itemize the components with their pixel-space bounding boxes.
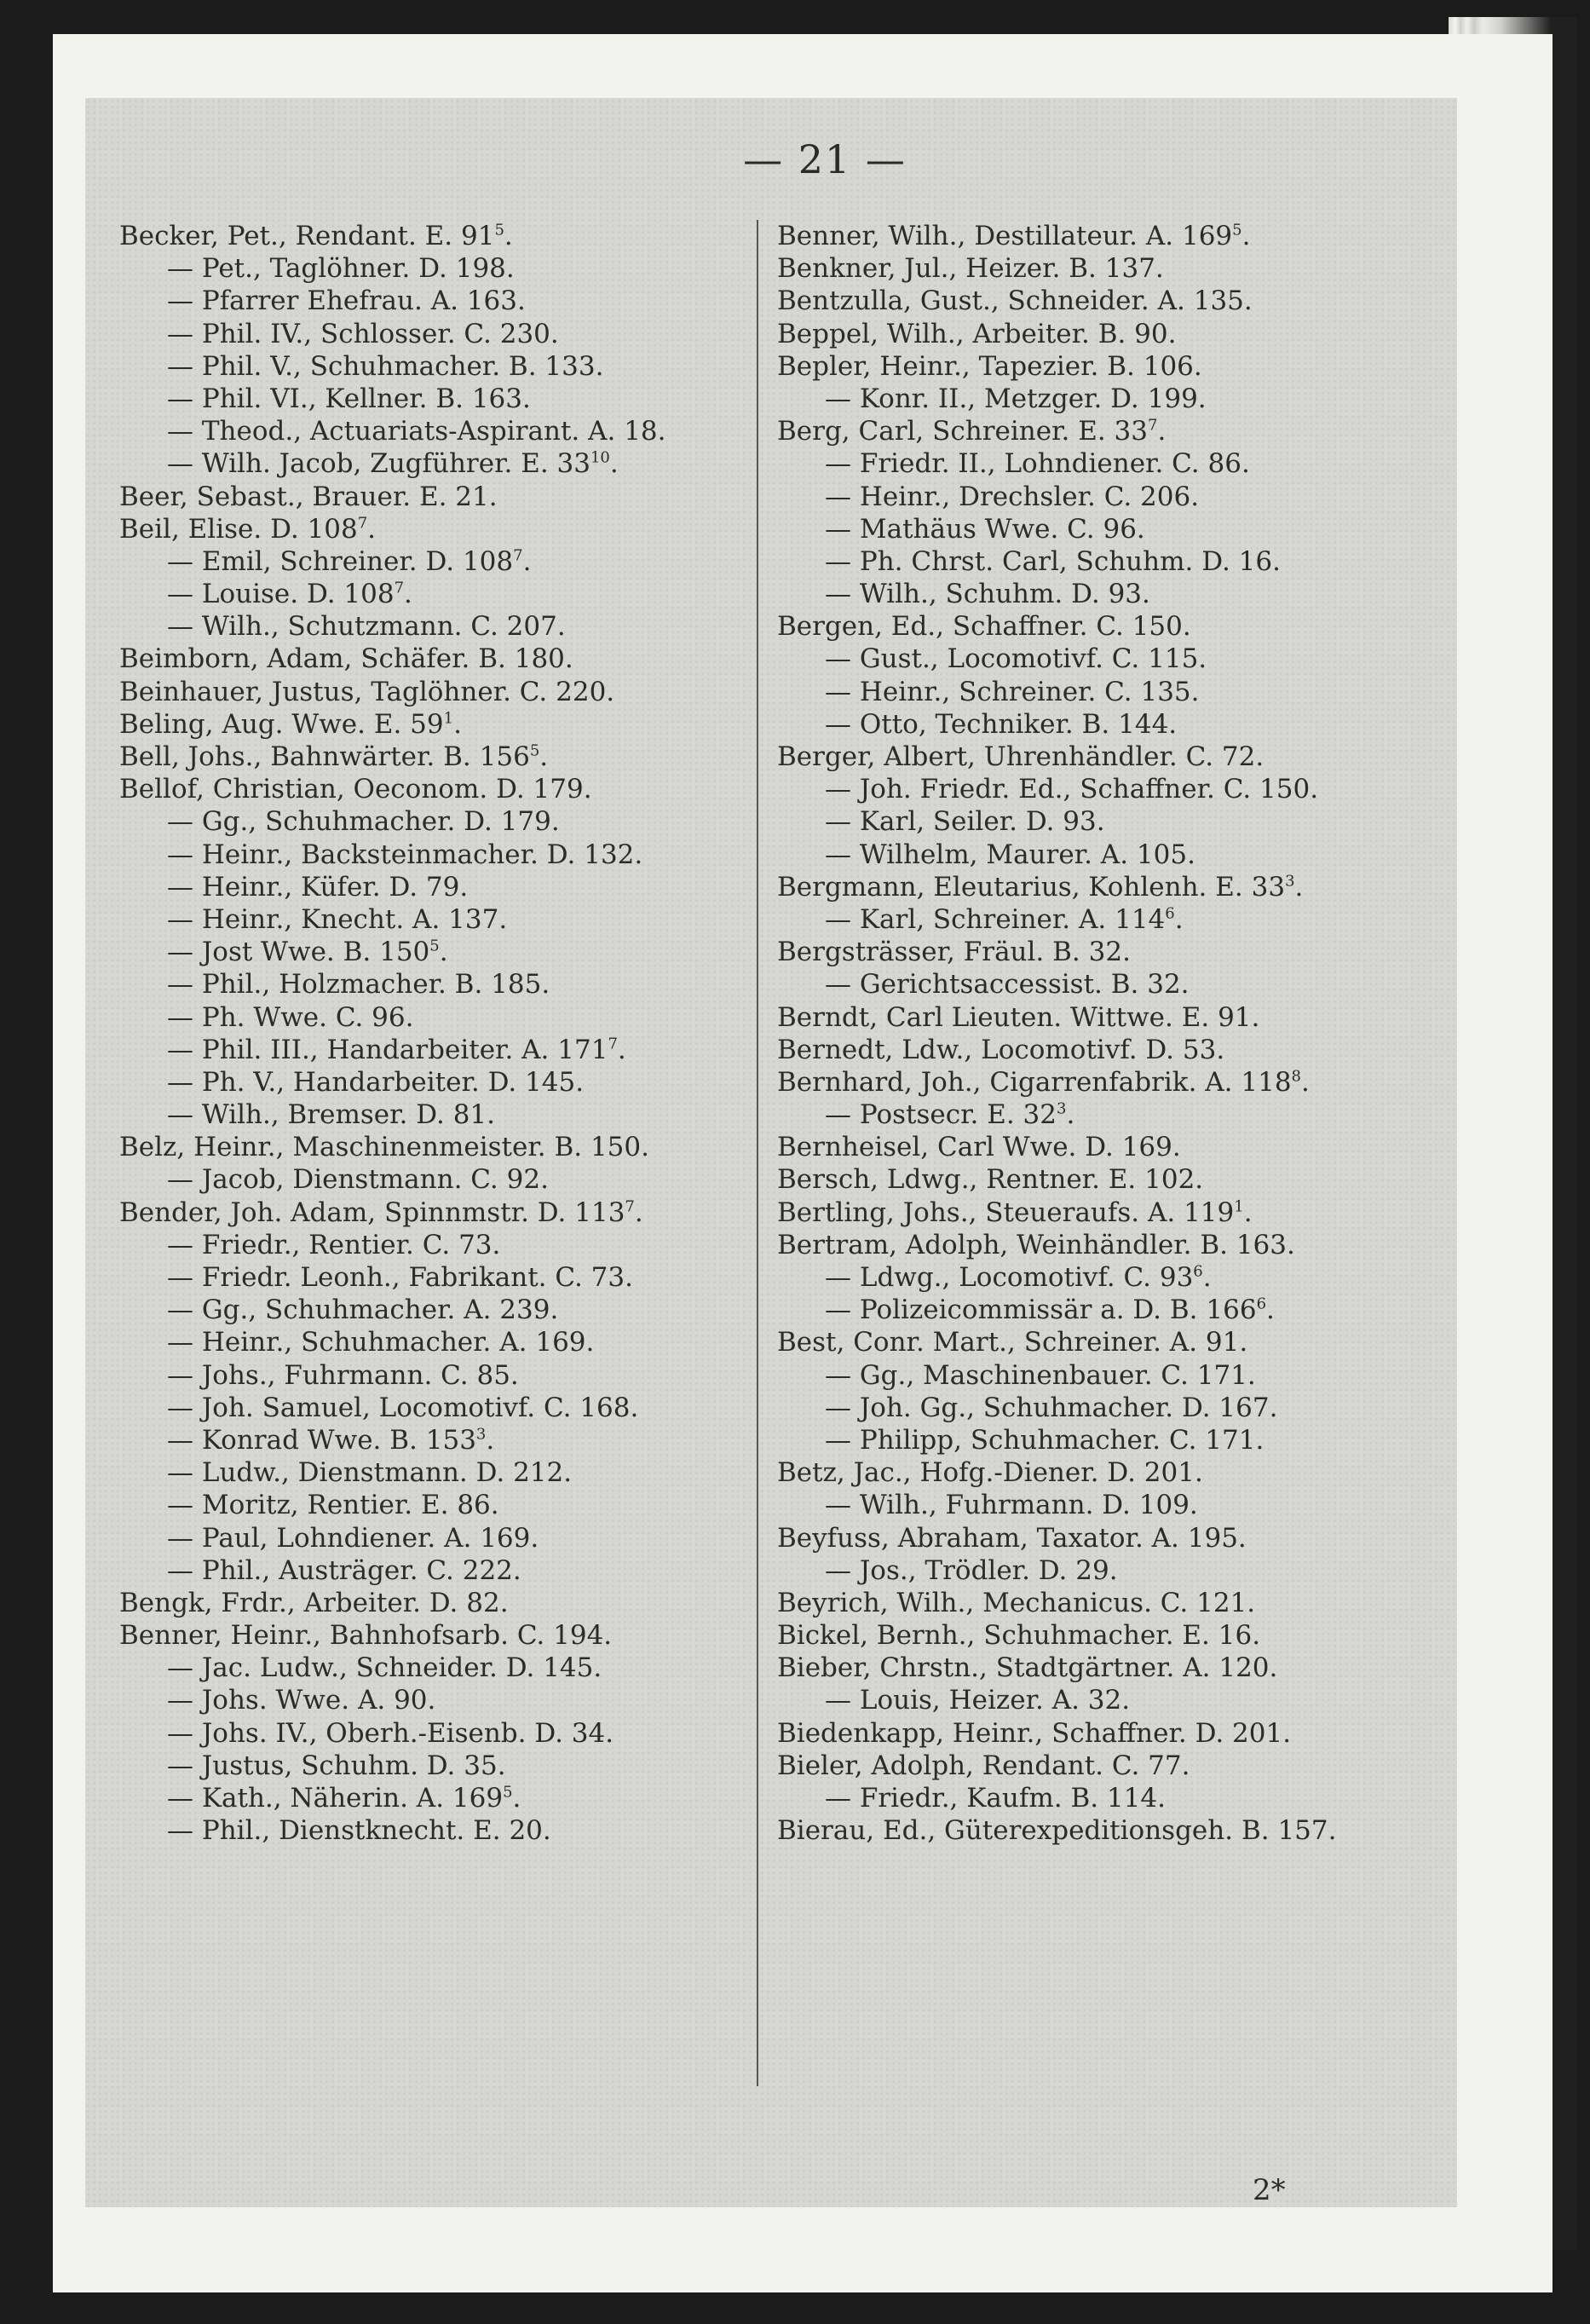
directory-entry — [119, 1261, 775, 1294]
entry-text: — Gg., Schuhmacher. A. 239. — [167, 1295, 559, 1326]
entry-text: Betz, Jac., Hofg.-Diener. D. 201. — [777, 1457, 1203, 1489]
entry-text: — Heinr., Schuhmacher. A. 169. — [167, 1327, 595, 1358]
column-divider — [757, 220, 758, 2086]
directory-entry — [777, 1554, 1442, 1587]
entry-text: Bieler, Adolph, Rendant. C. 77. — [777, 1750, 1190, 1781]
directory-entry — [777, 1587, 1442, 1619]
entry-text: Benkner, Jul., Heizer. B. 137. — [777, 253, 1164, 285]
entry-text: — Gg., Maschinenbauer. C. 171. — [825, 1359, 1256, 1391]
entry-superscript: 10 — [590, 448, 610, 467]
entry-text: Beer, Sebast., Brauer. E. 21. — [119, 481, 498, 512]
entry-text: Bengk, Frdr., Arbeiter. D. 82. — [119, 1587, 509, 1618]
directory-entry — [777, 1294, 1442, 1326]
entry-text: — Johs. Wwe. A. 90. — [167, 1685, 436, 1716]
entry-text: — Polizeicommissär a. D. B. 166 — [825, 1295, 1257, 1326]
directory-entry — [119, 545, 775, 578]
entry-end: . — [367, 513, 377, 545]
directory-entry — [777, 610, 1442, 643]
entry-end: . — [1294, 871, 1304, 902]
entry-end: . — [1157, 416, 1167, 447]
entry-text: Beyrich, Wilh., Mechanicus. C. 121. — [777, 1587, 1256, 1618]
entry-end: . — [486, 1424, 495, 1456]
directory-entry — [119, 1131, 775, 1163]
directory-entry — [119, 513, 775, 545]
entry-text: Bentzulla, Gust., Schneider. A. 135. — [777, 285, 1253, 317]
entry-text: — Heinr., Schreiner. C. 135. — [825, 676, 1200, 707]
directory-entry — [777, 1750, 1442, 1782]
directory-entry — [119, 1619, 775, 1652]
directory-entry — [119, 1587, 775, 1619]
entry-text: Best, Conr. Mart., Schreiner. A. 91. — [777, 1327, 1248, 1358]
directory-entry — [777, 1001, 1442, 1034]
entry-end: . — [634, 1197, 643, 1228]
directory-entry — [777, 1522, 1442, 1554]
directory-entry — [119, 1456, 775, 1489]
entry-end: . — [522, 545, 532, 577]
entry-text: — Gust., Locomotivf. C. 115. — [825, 643, 1207, 675]
entry-text: — Phil. VI., Kellner. B. 163. — [167, 383, 531, 414]
directory-entry — [777, 1099, 1442, 1131]
directory-entry — [119, 643, 775, 675]
entry-text: — Gerichtsaccessist. B. 32. — [825, 969, 1190, 1001]
directory-entry — [777, 1359, 1442, 1392]
entry-text: — Joh. Gg., Schuhmacher. D. 167. — [825, 1392, 1278, 1423]
directory-entry — [777, 350, 1442, 383]
directory-entry — [119, 741, 775, 773]
directory-column-left — [119, 220, 775, 1847]
directory-entry — [119, 220, 775, 252]
entry-text: — Ph. V., Handarbeiter. D. 145. — [167, 1066, 585, 1098]
directory-entry — [777, 513, 1442, 545]
directory-entry — [777, 1456, 1442, 1489]
entry-text: — Moritz, Rentier. E. 86. — [167, 1490, 499, 1521]
entry-text: Bellof, Christian, Oeconom. D. 179. — [119, 774, 592, 805]
entry-text: — Johs., Fuhrmann. C. 85. — [167, 1359, 519, 1391]
entry-text: Bepler, Heinr., Tapezier. B. 106. — [777, 350, 1202, 382]
directory-entry — [777, 1619, 1442, 1652]
entry-text: — Wilh., Schuhm. D. 93. — [825, 579, 1150, 610]
entry-text: — Ph. Chrst. Carl, Schuhm. D. 16. — [825, 545, 1281, 577]
directory-entry — [777, 1424, 1442, 1456]
entry-text: — Wilh. Jacob, Zugführer. E. 33 — [167, 448, 590, 480]
entry-text: Bertram, Adolph, Weinhändler. B. 163. — [777, 1229, 1295, 1260]
entry-text: — Kath., Näherin. A. 169 — [167, 1783, 504, 1814]
directory-entry — [119, 318, 775, 350]
directory-entry — [119, 839, 775, 871]
directory-entry — [119, 936, 775, 968]
directory-entry — [777, 383, 1442, 415]
entry-superscript: 7 — [394, 579, 405, 597]
entry-text: — Karl, Seiler. D. 93. — [825, 806, 1105, 838]
directory-entry — [119, 1717, 775, 1750]
directory-entry — [777, 871, 1442, 903]
entry-text: — Otto, Techniker. B. 144. — [825, 708, 1178, 740]
entry-superscript: 5 — [429, 937, 440, 955]
directory-entry — [119, 708, 775, 741]
entry-superscript: 7 — [513, 546, 523, 565]
directory-entry — [119, 1782, 775, 1814]
directory-entry — [119, 610, 775, 643]
entry-superscript: 5 — [529, 741, 540, 760]
entry-superscript: 1 — [443, 709, 454, 728]
entry-text: — Joh. Samuel, Locomotivf. C. 168. — [167, 1392, 639, 1423]
directory-entry — [777, 936, 1442, 968]
directory-entry — [777, 318, 1442, 350]
directory-entry — [777, 1489, 1442, 1521]
entry-superscript: 6 — [1193, 1262, 1203, 1281]
entry-superscript: 8 — [1291, 1067, 1301, 1086]
entry-superscript: 7 — [357, 514, 368, 533]
entry-end: . — [504, 221, 513, 251]
directory-entry — [119, 383, 775, 415]
entry-superscript: 5 — [1232, 221, 1242, 239]
directory-entry — [777, 1652, 1442, 1684]
page-number: — 21 — — [743, 136, 907, 182]
directory-entry — [119, 805, 775, 838]
directory-entry — [777, 578, 1442, 610]
entry-text: Becker, Pet., Rendant. E. 91 — [119, 221, 495, 251]
entry-text: — Ludw., Dienstmann. D. 212. — [167, 1457, 573, 1489]
directory-entry — [777, 1066, 1442, 1099]
directory-entry — [777, 741, 1442, 773]
directory-entry — [777, 1684, 1442, 1716]
entry-end: . — [512, 1783, 521, 1814]
entry-text: — Friedr. II., Lohndiener. C. 86. — [825, 448, 1250, 480]
entry-text: Bickel, Bernh., Schuhmacher. E. 16. — [777, 1620, 1261, 1652]
directory-entry — [119, 578, 775, 610]
entry-text: — Jac. Ludw., Schneider. D. 145. — [167, 1652, 602, 1684]
entry-text: Bertling, Johs., Steueraufs. A. 119 — [777, 1197, 1235, 1228]
directory-entry — [119, 1522, 775, 1554]
directory-entry — [777, 1814, 1442, 1847]
directory-entry — [119, 1197, 775, 1229]
entry-text: — Friedr., Kaufm. B. 114. — [825, 1783, 1166, 1814]
entry-superscript: 5 — [494, 221, 504, 239]
entry-text: — Heinr., Küfer. D. 79. — [167, 871, 469, 902]
directory-column-right — [777, 220, 1442, 1847]
entry-text: — Emil, Schreiner. D. 108 — [167, 545, 514, 577]
entry-text: — Heinr., Backsteinmacher. D. 132. — [167, 839, 643, 870]
entry-text: — Joh. Friedr. Ed., Schaffner. C. 150. — [825, 774, 1319, 805]
directory-entry — [119, 968, 775, 1001]
directory-entry — [119, 1034, 775, 1066]
directory-entry — [119, 415, 775, 447]
directory-entry — [777, 415, 1442, 447]
entry-end: . — [1202, 1262, 1212, 1293]
directory-entry — [777, 220, 1442, 252]
entry-superscript: 3 — [1057, 1099, 1067, 1118]
directory-entry — [777, 676, 1442, 708]
entry-text: Beimborn, Adam, Schäfer. B. 180. — [119, 643, 573, 675]
signature-mark: 2* — [1253, 2173, 1286, 2207]
entry-end: . — [1243, 1197, 1253, 1228]
directory-entry — [119, 1294, 775, 1326]
entry-text: — Phil. IV., Schlosser. C. 230. — [167, 318, 559, 349]
entry-text: Bernheisel, Carl Wwe. D. 169. — [777, 1132, 1181, 1163]
entry-end: . — [1241, 221, 1251, 251]
directory-entry — [119, 1750, 775, 1782]
directory-entry — [119, 773, 775, 805]
entry-text: Benner, Wilh., Destillateur. A. 169 — [777, 221, 1233, 251]
entry-text: — Friedr., Rentier. C. 73. — [167, 1229, 501, 1260]
entry-text: — Jost Wwe. B. 150 — [167, 937, 430, 968]
entry-text: — Phil. V., Schuhmacher. B. 133. — [167, 350, 604, 382]
entry-text: Bersch, Ldwg., Rentner. E. 102. — [777, 1164, 1204, 1196]
directory-entry — [777, 643, 1442, 675]
directory-entry — [119, 1163, 775, 1196]
directory-entry — [777, 1782, 1442, 1814]
entry-text: — Louise. D. 108 — [167, 579, 395, 610]
directory-entry — [777, 1131, 1442, 1163]
entry-end: . — [617, 1034, 626, 1065]
entry-text: — Konrad Wwe. B. 153 — [167, 1424, 476, 1456]
entry-text: — Pet., Taglöhner. D. 198. — [167, 253, 515, 285]
directory-entry — [119, 1001, 775, 1034]
entry-text: — Friedr. Leonh., Fabrikant. C. 73. — [167, 1262, 633, 1293]
entry-superscript: 6 — [1165, 904, 1175, 923]
entry-text: — Louis, Heizer. A. 32. — [825, 1685, 1131, 1716]
entry-text: — Postsecr. E. 32 — [825, 1099, 1057, 1131]
entry-text: — Justus, Schuhm. D. 35. — [167, 1750, 506, 1781]
directory-entry — [119, 350, 775, 383]
entry-text: — Gg., Schuhmacher. D. 179. — [167, 806, 560, 838]
directory-entry — [777, 545, 1442, 578]
entry-end: . — [404, 579, 412, 610]
entry-text: Bergsträsser, Fräul. B. 32. — [777, 937, 1131, 968]
entry-text: Bender, Joh. Adam, Spinnmstr. D. 113 — [119, 1197, 625, 1228]
entry-text: Berg, Carl, Schreiner. E. 33 — [777, 416, 1148, 447]
directory-entry — [777, 839, 1442, 871]
directory-entry — [777, 1392, 1442, 1424]
directory-entry — [777, 968, 1442, 1001]
entry-text: — Pfarrer Ehefrau. A. 163. — [167, 285, 526, 317]
directory-entry — [119, 1554, 775, 1587]
directory-entry — [119, 903, 775, 936]
entry-end: . — [1301, 1066, 1310, 1098]
directory-entry — [119, 1229, 775, 1261]
entry-text: — Ldwg., Locomotivf. C. 93 — [825, 1262, 1194, 1293]
entry-text: — Paul, Lohndiener. A. 169. — [167, 1522, 539, 1554]
directory-entry — [119, 1066, 775, 1099]
directory-entry — [777, 1229, 1442, 1261]
entry-text: Bernhard, Joh., Cigarrenfabrik. A. 118 — [777, 1066, 1292, 1098]
entry-text: — Johs. IV., Oberh.-Eisenb. D. 34. — [167, 1717, 614, 1749]
entry-superscript: 3 — [1285, 872, 1295, 891]
entry-text: — Mathäus Wwe. C. 96. — [825, 513, 1145, 545]
directory-entry — [777, 1261, 1442, 1294]
entry-end: . — [609, 448, 619, 480]
entry-text: — Heinr., Drechsler. C. 206. — [825, 481, 1200, 512]
directory-entry — [119, 481, 775, 513]
directory-entry — [777, 903, 1442, 936]
directory-entry — [777, 481, 1442, 513]
directory-entry — [119, 252, 775, 285]
entry-text: — Konr. II., Metzger. D. 199. — [825, 383, 1207, 414]
entry-text: — Phil. III., Handarbeiter. A. 171 — [167, 1034, 608, 1065]
entry-text: — Heinr., Knecht. A. 137. — [167, 903, 508, 935]
entry-text: — Ph. Wwe. C. 96. — [167, 1001, 414, 1033]
entry-text: Beyfuss, Abraham, Taxator. A. 195. — [777, 1522, 1247, 1554]
entry-superscript: 7 — [1148, 416, 1158, 435]
directory-entry — [119, 1392, 775, 1424]
directory-entry — [777, 1197, 1442, 1229]
entry-end: . — [1066, 1099, 1075, 1131]
entry-text: — Phil., Austräger. C. 222. — [167, 1554, 521, 1586]
directory-entry — [777, 1326, 1442, 1358]
entry-text: — Phil., Dienstknecht. E. 20. — [167, 1815, 551, 1847]
entry-text: — Wilh., Bremser. D. 81. — [167, 1099, 496, 1131]
entry-superscript: 7 — [625, 1197, 635, 1216]
directory-entry — [777, 773, 1442, 805]
entry-superscript: 6 — [1256, 1295, 1267, 1313]
entry-text: — Karl, Schreiner. A. 114 — [825, 903, 1166, 935]
directory-entry — [119, 1489, 775, 1521]
entry-text: — Wilhelm, Maurer. A. 105. — [825, 839, 1195, 870]
entry-superscript: 5 — [503, 1783, 513, 1802]
directory-entry — [119, 871, 775, 903]
directory-entry — [119, 285, 775, 317]
entry-end: . — [453, 708, 462, 740]
entry-text: — Phil., Holzmacher. B. 185. — [167, 969, 550, 1001]
directory-entry — [119, 1424, 775, 1456]
entry-text: — Jacob, Dienstmann. C. 92. — [167, 1164, 549, 1196]
directory-entry — [777, 1034, 1442, 1066]
directory-entry — [119, 1652, 775, 1684]
entry-text: Beil, Elise. D. 108 — [119, 513, 358, 545]
directory-entry — [119, 1099, 775, 1131]
entry-text: Biedenkapp, Heinr., Schaffner. D. 201. — [777, 1717, 1292, 1749]
directory-entry — [119, 447, 775, 480]
entry-text: Beinhauer, Justus, Taglöhner. C. 220. — [119, 676, 615, 707]
entry-text: Bergmann, Eleutarius, Kohlenh. E. 33 — [777, 871, 1286, 902]
entry-text: — Wilh., Fuhrmann. D. 109. — [825, 1490, 1198, 1521]
entry-text: Benner, Heinr., Bahnhofsarb. C. 194. — [119, 1620, 613, 1652]
directory-entry — [777, 447, 1442, 480]
entry-text: Berndt, Carl Lieuten. Wittwe. E. 91. — [777, 1001, 1260, 1033]
entry-text: Berger, Albert, Uhrenhändler. C. 72. — [777, 741, 1265, 772]
directory-entry — [777, 708, 1442, 741]
entry-text: — Jos., Trödler. D. 29. — [825, 1554, 1118, 1586]
directory-entry — [777, 1717, 1442, 1750]
entry-end: . — [1174, 903, 1184, 935]
directory-entry — [119, 676, 775, 708]
directory-entry — [119, 1684, 775, 1716]
entry-superscript: 7 — [608, 1035, 618, 1053]
entry-text: Beling, Aug. Wwe. E. 59 — [119, 708, 444, 740]
entry-end: . — [1266, 1295, 1275, 1326]
directory-entry — [777, 1163, 1442, 1196]
directory-entry — [119, 1814, 775, 1847]
entry-text: — Theod., Actuariats-Aspirant. A. 18. — [167, 416, 666, 447]
directory-entry — [777, 285, 1442, 317]
entry-end: . — [439, 937, 448, 968]
entry-text: Belz, Heinr., Maschinenmeister. B. 150. — [119, 1132, 649, 1163]
directory-entry — [119, 1359, 775, 1392]
directory-entry — [777, 252, 1442, 285]
entry-text: — Philipp, Schuhmacher. C. 171. — [825, 1424, 1265, 1456]
entry-end: . — [539, 741, 549, 772]
directory-entry — [119, 1326, 775, 1358]
entry-text: Bieber, Chrstn., Stadtgärtner. A. 120. — [777, 1652, 1278, 1684]
entry-text: — Wilh., Schutzmann. C. 207. — [167, 611, 566, 643]
entry-text: Bell, Johs., Bahnwärter. B. 156 — [119, 741, 530, 772]
entry-text: Beppel, Wilh., Arbeiter. B. 90. — [777, 318, 1177, 349]
entry-text: Bierau, Ed., Güterexpeditionsgeh. B. 157. — [777, 1815, 1337, 1847]
entry-superscript: 3 — [475, 1425, 487, 1444]
directory-entry — [777, 805, 1442, 838]
entry-text: Bergen, Ed., Schaffner. C. 150. — [777, 611, 1191, 643]
entry-superscript: 1 — [1234, 1197, 1244, 1216]
entry-text: Bernedt, Ldw., Locomotivf. D. 53. — [777, 1034, 1225, 1065]
